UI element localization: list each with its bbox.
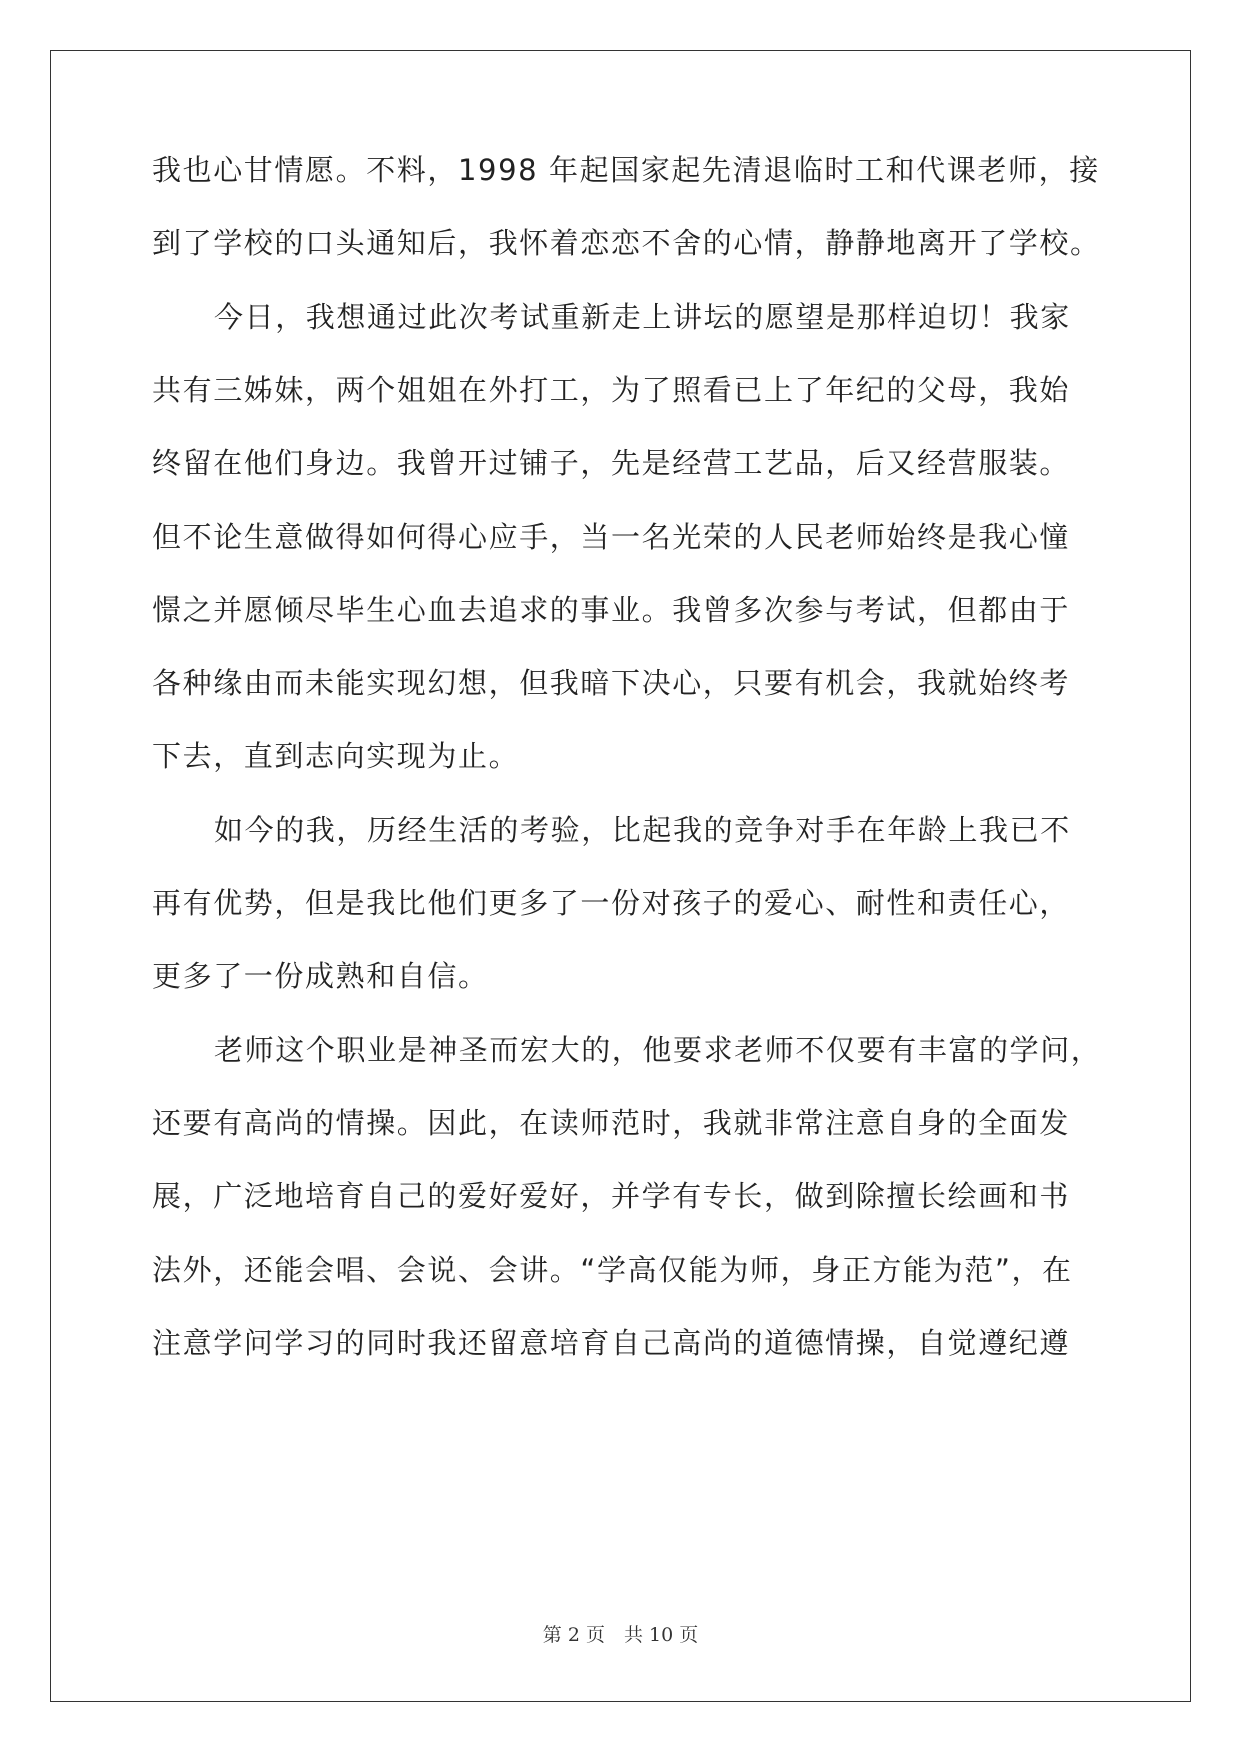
text-line: 各种缘由而未能实现幻想，但我暗下决心，只要有机会，我就始终考	[152, 666, 1071, 701]
text-line: 还要有高尚的情操。因此，在读师范时，我就非常注意自身的全面发	[152, 1105, 1071, 1140]
text-line: 终留在他们身边。我曾开过铺子，先是经营工艺品，后又经营服装。	[152, 446, 1071, 481]
text-line: 到了学校的口头通知后，我怀着恋恋不舍的心情，静静地离开了学校。	[152, 226, 1101, 261]
text-line: 共有三姊妹，两个姐姐在外打工，为了照看已上了年纪的父母，我始	[152, 372, 1071, 407]
text-line: 我也心甘情愿。不料，1998 年起国家起先清退临时工和代课老师，接	[152, 153, 1100, 187]
text-line: 下去，直到志向实现为止。	[152, 739, 520, 774]
paragraph-first-line: 如今的我，历经生活的考验，比起我的竞争对手在年龄上我已不	[214, 812, 1071, 847]
paragraph-first-line: 老师这个职业是神圣而宏大的，他要求老师不仅要有丰富的学问，	[214, 1032, 1102, 1067]
text-line: 再有优势，但是我比他们更多了一份对孩子的爱心、耐性和责任心，	[152, 886, 1071, 920]
text-line: 法外，还能会唱、会说、会讲。“学高仅能为师，身正方能为范”，在	[152, 1252, 1073, 1287]
text-line: 注意学问学习的同时我还留意培育自己高尚的道德情操，自觉遵纪遵	[152, 1325, 1071, 1360]
page-number-footer: 第 2 页 共 10 页	[542, 1624, 699, 1646]
paragraph-first-line: 今日，我想通过此次考试重新走上讲坛的愿望是那样迫切！我家	[214, 299, 1071, 334]
text-line: 但不论生意做得如何得心应手，当一名光荣的人民老师始终是我心憧	[152, 519, 1071, 554]
text-line: 展，广泛地培育自己的爱好爱好，并学有专长，做到除擅长绘画和书	[152, 1179, 1071, 1214]
text-line: 憬之并愿倾尽毕生心血去追求的事业。我曾多次参与考试，但都由于	[152, 592, 1071, 627]
text-line: 更多了一份成熟和自信。	[152, 959, 489, 994]
